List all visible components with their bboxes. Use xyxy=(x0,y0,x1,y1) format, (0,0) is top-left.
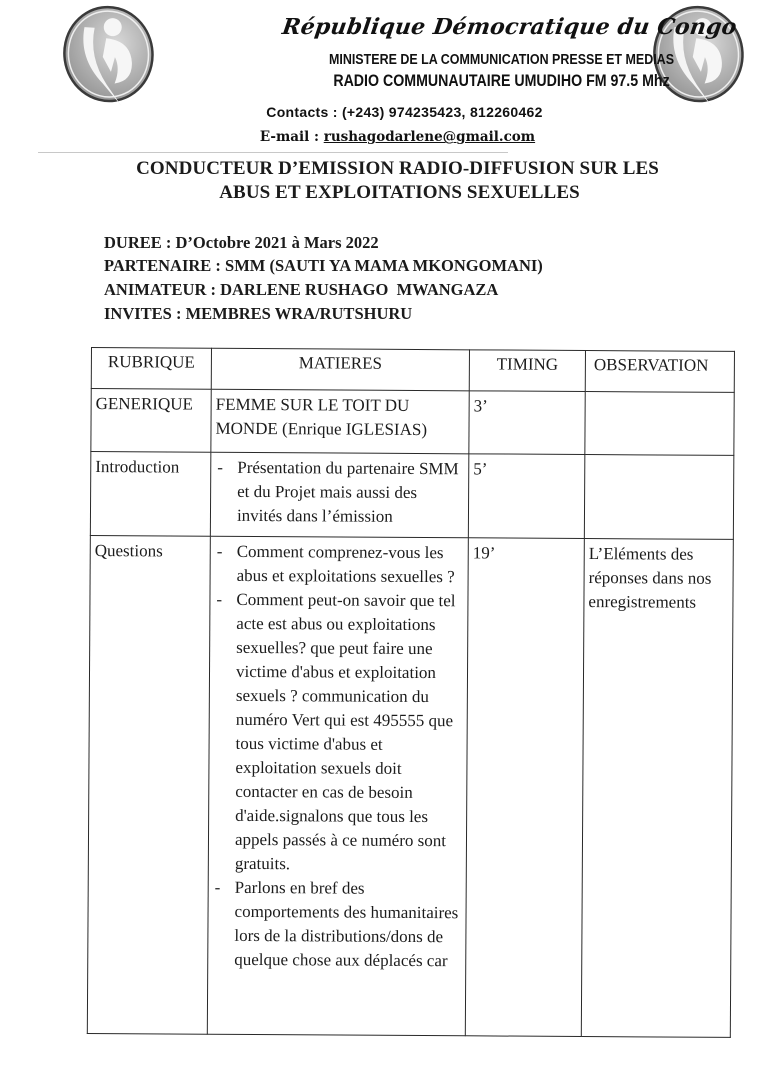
matieres-line: MONDE (Enrique IGLESIAS) xyxy=(215,418,428,440)
cell-rubrique: GENERIQUE xyxy=(91,389,211,453)
cell-observation: L’Eléments des réponses dans nos enregistrements xyxy=(581,539,733,1038)
header-rubrique: RUBRIQUE xyxy=(91,348,211,390)
meta-invites: INVITES : MEMBRES WRA/RUTSHURU xyxy=(104,304,413,323)
cell-matieres xyxy=(207,536,468,1036)
header-timing: TIMING xyxy=(469,350,585,392)
bullet-item: - Comment comprenez-vous les abus et exploitations sexuelles ? xyxy=(215,540,464,590)
cell-timing: 19’ xyxy=(465,538,584,1037)
cell-rubrique: Introduction xyxy=(90,452,211,537)
cell-timing: 5’ xyxy=(468,454,585,539)
cell-matieres xyxy=(211,389,469,454)
cell-rubrique: Questions xyxy=(87,535,210,1034)
header-observation: OBSERVATION xyxy=(585,351,734,393)
program-table xyxy=(87,347,735,1038)
ministry-name: MINISTERE DE LA COMMUNICATION PRESSE ET MEDIAS xyxy=(328,52,675,68)
document-title-line-2: ABUS ET EXPLOITATIONS SEXUELLES xyxy=(219,182,580,203)
header-matieres: MATIERES xyxy=(211,348,469,391)
document-title-line-1: CONDUCTEUR D’EMISSION RADIO-DIFFUSION SUR LES xyxy=(136,158,659,179)
table-row xyxy=(90,452,734,540)
cell-observation xyxy=(585,392,734,456)
contacts-line xyxy=(15,104,779,120)
meta-partenaire: PARTENAIRE : SMM (SAUTI YA MAMA MKONGOMANI) xyxy=(104,256,543,275)
station-name: RADIO COMMUNAUTAIRE UMUDIHO FM 97.5 Mhz xyxy=(333,72,670,90)
table-row xyxy=(91,389,734,456)
country-name: République Démocratique du Congo xyxy=(280,14,739,40)
bullet-item: - Parlons en bref des comportements des humanitaires lors de la distributions/dons de quelque chose aux déplacés car xyxy=(212,876,462,974)
email-link[interactable]: rushagodarlene@gmail.com xyxy=(323,129,536,145)
header-divider xyxy=(38,152,508,153)
contacts-label: Contacts : xyxy=(266,104,338,120)
bullet-item: - Comment peut-on savoir que tel acte est abus ou exploitations sexuelles? que peut faire une victime d'abus et exploitation sexuels ? communication du numéro Vert qui est 495555 que tous victime d'abus et exploitation sexuels doit contacter en cas de besoin d'aide.signalons que tous les appels passés à ce numéro sont gratuits. xyxy=(213,588,464,878)
meta-animateur: ANIMATEUR : DARLENE RUSHAGO MWANGAZA xyxy=(104,280,499,299)
contacts-value: (+243) 974235423, 812260462 xyxy=(341,104,543,120)
table-row xyxy=(87,535,733,1037)
cell-timing: 3’ xyxy=(469,391,585,455)
meta-duree: DUREE : D’Octobre 2021 à Mars 2022 xyxy=(104,233,379,252)
cell-observation xyxy=(584,455,734,540)
cell-matieres xyxy=(210,452,469,538)
bullet-item: - Présentation du partenaire SMM et du Projet mais aussi des invités dans l’émission xyxy=(215,456,464,530)
email-label: E-mail : xyxy=(259,129,319,145)
email-line xyxy=(8,129,779,145)
table-header-row xyxy=(91,348,734,393)
matieres-line: FEMME SUR LE TOIT DU xyxy=(215,394,410,415)
